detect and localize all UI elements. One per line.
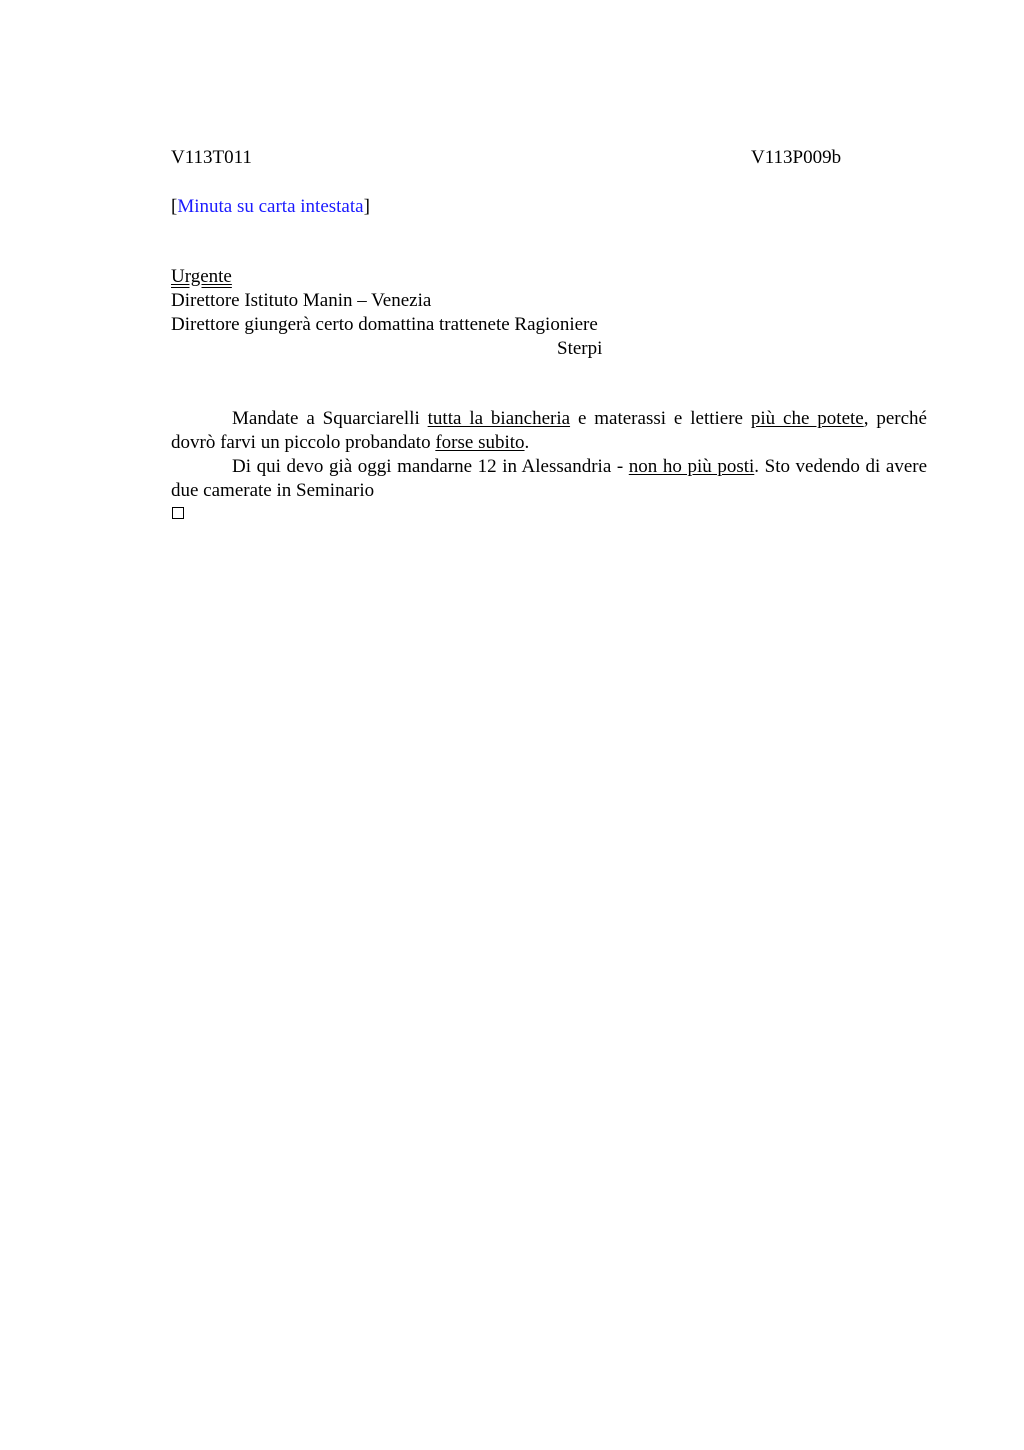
telegram-recipient: Direttore Istituto Manin – Venezia (171, 290, 432, 311)
text-run: Di qui devo già oggi mandarne 12 in Alessandria - (232, 456, 629, 477)
telegram-block (171, 265, 602, 361)
note-text: Minuta su carta intestata (177, 196, 364, 217)
letter-paragraph-2 (171, 455, 927, 503)
telegram-message: Direttore giungerà certo domattina trattenete Ragioniere (171, 314, 598, 335)
text-run: Mandate a Squarciarelli (232, 408, 428, 429)
underlined-text: non ho più posti (628, 456, 755, 477)
text-run: . Sto vedendo di avere due camerate in Seminario (171, 456, 928, 501)
empty-square-icon (172, 507, 184, 519)
letter-paragraph-1 (171, 407, 927, 455)
note-close-bracket: ] (363, 196, 370, 217)
underlined-text: più che potete (750, 408, 864, 429)
document-code-right: V113P009b (751, 147, 842, 168)
letter-body (171, 407, 927, 503)
note-open-bracket: [ (171, 196, 178, 217)
urgent-label: Urgente (171, 266, 232, 287)
text-run: . (524, 432, 530, 453)
underlined-text: tutta la biancheria (427, 408, 571, 429)
underlined-text: forse subito (435, 432, 525, 453)
document-code-left: V113T011 (171, 147, 252, 168)
telegram-signature: Sterpi (557, 338, 603, 359)
editorial-note (171, 195, 370, 219)
text-run: e materassi e lettiere (570, 408, 751, 429)
text-run: , perché dovrò farvi un piccolo probandato (171, 408, 927, 453)
